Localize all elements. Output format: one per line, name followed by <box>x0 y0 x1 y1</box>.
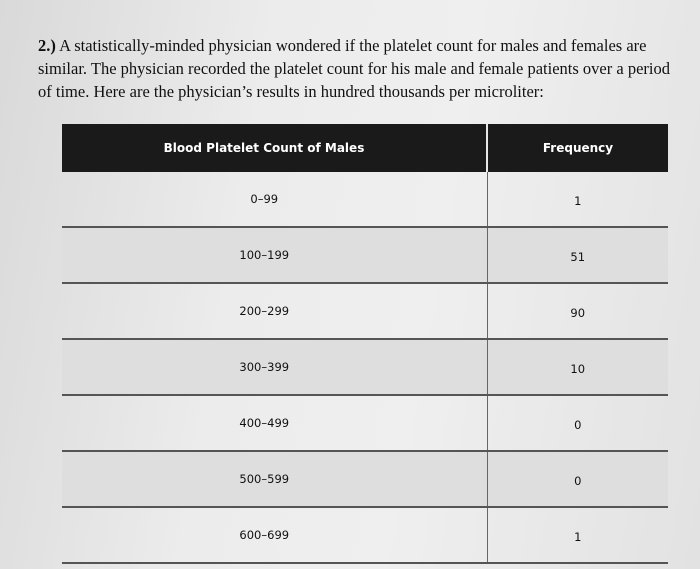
question-text-block <box>38 34 678 103</box>
interval-cell: 200–299 <box>62 283 487 339</box>
table-row <box>62 172 668 227</box>
interval-cell: 0–99 <box>62 172 487 227</box>
table-header-row <box>62 124 668 172</box>
frequency-cell: 51 <box>487 227 668 283</box>
header-platelet-count: Blood Platelet Count of Males <box>62 124 487 172</box>
frequency-cell: 1 <box>487 172 668 227</box>
table-row <box>62 227 668 283</box>
table-row <box>62 451 668 507</box>
frequency-cell: 0 <box>487 395 668 451</box>
table-row <box>62 283 668 339</box>
interval-cell: 500–599 <box>62 451 487 507</box>
question-body: A statistically-minded physician wondered if the platelet count for males and females are similar. The physician recorded the platelet count for his male and female patients over a period of time. Here are the physician’s results in hundred thousands per microliter: <box>38 36 670 101</box>
frequency-cell: 0 <box>487 451 668 507</box>
table-row <box>62 395 668 451</box>
interval-cell: 100–199 <box>62 227 487 283</box>
frequency-cell: 1 <box>487 507 668 563</box>
frequency-cell: 10 <box>487 339 668 395</box>
question-number: 2.) <box>38 36 56 55</box>
interval-cell: 600–699 <box>62 507 487 563</box>
table-row <box>62 339 668 395</box>
interval-cell: 400–499 <box>62 395 487 451</box>
table-row <box>62 507 668 563</box>
header-frequency: Frequency <box>487 124 668 172</box>
frequency-table <box>62 124 668 564</box>
interval-cell: 300–399 <box>62 339 487 395</box>
frequency-cell: 90 <box>487 283 668 339</box>
